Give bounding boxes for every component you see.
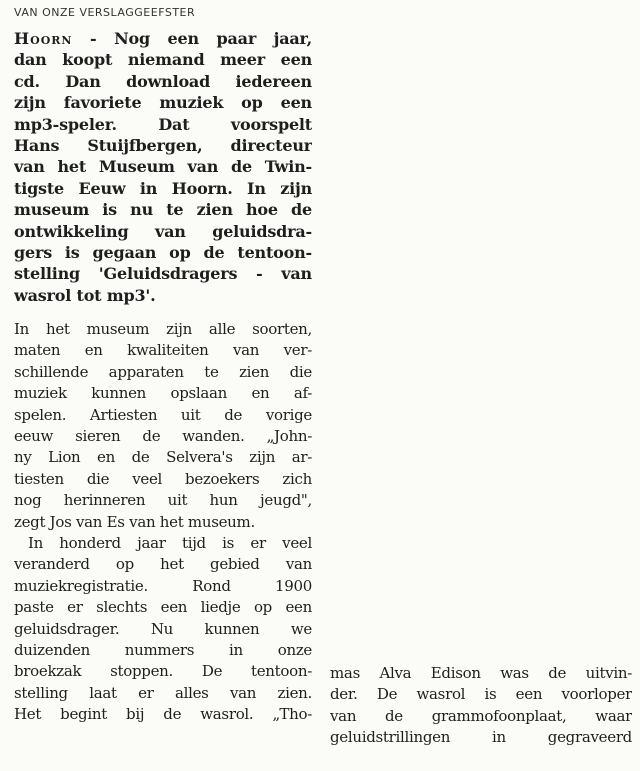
body-line: muziekregistratie. Rond 1900 bbox=[14, 576, 312, 595]
paragraph-2 bbox=[14, 533, 312, 726]
body-line: mas Alva Edison was de uitvin- bbox=[330, 664, 632, 682]
body-line: der. De wasrol is een voorloper bbox=[330, 685, 632, 704]
lead-line: mp3-speler. Dat voorspelt bbox=[14, 114, 312, 134]
lead-line: van het Museum van de Twin- bbox=[14, 157, 312, 177]
lead-line: tigste Eeuw in Hoorn. In zijn bbox=[14, 178, 312, 198]
lead-line: cd. Dan download iedereen bbox=[14, 71, 312, 91]
article-column-right bbox=[330, 663, 632, 749]
dateline-place: Hoorn bbox=[14, 29, 73, 48]
article-lead bbox=[14, 28, 312, 306]
lead-line: gers is gegaan op de tentoon- bbox=[14, 242, 312, 262]
body-line: geluidsdrager. Nu kunnen we bbox=[14, 619, 312, 638]
lead-line: Hoorn - Nog een paar jaar, bbox=[14, 29, 312, 48]
body-line: nog herinneren uit hun jeugd", bbox=[14, 491, 312, 510]
body-line: geluidstrillingen in gegraveerd bbox=[330, 728, 632, 747]
body-line: ny Lion en de Selvera's zijn ar- bbox=[14, 448, 312, 467]
lead-line: zijn favoriete muziek op een bbox=[14, 93, 312, 113]
body-line: In het museum zijn alle soorten, bbox=[14, 320, 312, 339]
byline: VAN ONZE VERSLAGGEEFSTER bbox=[14, 6, 196, 19]
body-line: veranderd op het gebied van bbox=[14, 555, 312, 574]
lead-line: museum is nu te zien hoe de bbox=[14, 200, 312, 220]
body-line: van de grammofoonplaat, waar bbox=[330, 706, 632, 725]
body-line: duizenden nummers in onze bbox=[14, 640, 312, 659]
lead-line: stelling 'Geluidsdragers - van bbox=[14, 264, 312, 284]
body-line: eeuw sieren de wanden. „John- bbox=[14, 427, 312, 446]
lead-line: ontwikkeling van geluidsdra- bbox=[14, 221, 312, 241]
body-line: In honderd jaar tijd is er veel bbox=[28, 533, 312, 552]
body-line: tiesten die veel bezoekers zich bbox=[14, 469, 312, 488]
article-column-left bbox=[14, 28, 312, 726]
body-line: paste er slechts een liedje op een bbox=[14, 598, 312, 617]
body-line: zegt Jos van Es van het museum. bbox=[14, 512, 255, 531]
paragraph-1 bbox=[14, 319, 312, 533]
body-line: muziek kunnen opslaan en af- bbox=[14, 384, 312, 403]
body-line: Het begint bij de wasrol. „Tho- bbox=[14, 705, 312, 724]
body-line: maten en kwaliteiten van ver- bbox=[14, 341, 312, 360]
body-line: broekzak stoppen. De tentoon- bbox=[14, 662, 312, 681]
lead-line: wasrol tot mp3'. bbox=[14, 285, 156, 305]
body-line: schillende apparaten te zien die bbox=[14, 362, 312, 381]
body-line: spelen. Artiesten uit de vorige bbox=[14, 405, 312, 424]
lead-line: dan koopt niemand meer een bbox=[14, 50, 312, 70]
body-line: stelling laat er alles van zien. bbox=[14, 683, 312, 702]
lead-line: Hans Stuijfbergen, directeur bbox=[14, 135, 312, 155]
